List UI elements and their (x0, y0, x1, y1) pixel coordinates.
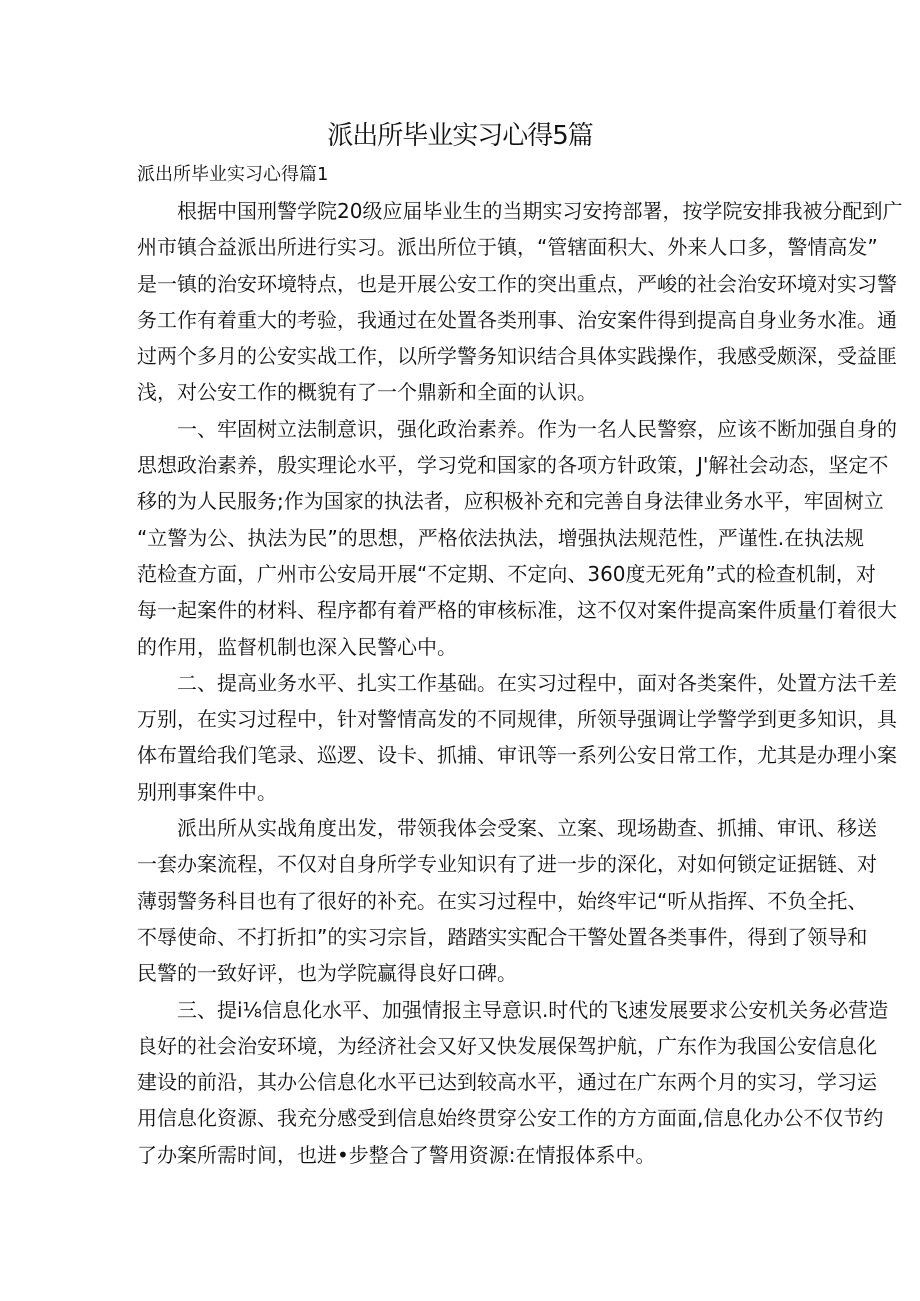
text-line: 民警的一致好评，也为学院赢得良好口碑。 (137, 961, 517, 986)
paragraph (137, 992, 889, 1173)
text-line: 三、提i⅛信息化水平、加强情报主导意识.时代的飞速发展要求公安机关务必营造 (177, 997, 889, 1022)
text-line: 思想政治素养，殷实理论水平，学习党和国家的各项方针政策，J'解社会动态，坚定不 (137, 453, 889, 478)
text-line: “立警为公、执法为民”的思想，严格依法执法，增强执法规范性，严谨性.在执法规 (137, 525, 865, 550)
text-line: 根据中国刑警学院20级应届毕业生的当期实习安挎部署，按学院安排我被分配到广 (177, 199, 903, 223)
text-line: 过两个多月的公安实战工作，以所学警务知识结合具体实践操作，我感受颇深，受益匪 (137, 344, 897, 369)
text-line: 了办案所需时间，也进•步整合了警用资源:在情报体系中。 (137, 1142, 656, 1167)
text-line: 派出所从实战角度出发，带领我体会受案、立案、现场勘查、抓捕、审讯、移送 (177, 816, 877, 841)
text-line: 移的为人民服务;作为国家的执法者，应积极补充和完善自身法律业务水平，牢固树立 (137, 489, 884, 514)
text-line: 薄弱警务科目也有了很好的补充。在实习过程中，始终牢记“听从指挥、不负全托、 (137, 888, 868, 913)
text-line: 不辱使命、不打折扣”的实习宗旨，踏踏实实配合干警处置各类事件，得到了领导和 (137, 924, 868, 949)
text-line: 体布置给我们笔录、巡逻、设卡、抓捕、审讯等一系列公安日常工作，尤其是办理小案 (137, 743, 897, 768)
text-line: 万别，在实习过程中，针对警情高发的不同规律，所领导强调让学警学到更多知识，具 (137, 707, 897, 732)
text-line: 务工作有着重大的考验，我通过在处置各类刑事、治安案件得到提高自身业务水准。通 (137, 307, 897, 332)
text-line: 每一起案件的材料、程序都有着严格的审核标准，这不仅对案件提高案件质量仃着很大 (137, 598, 897, 623)
document-body (137, 193, 903, 1173)
text-line: 用信息化资源、我充分感受到信息始终贯穿公安工作的方方面面,信息化办公不仅节约 (137, 1106, 884, 1131)
text-line: 是一镇的治安环境特点，也是开展公安工作的突出重点，严峻的社会治安环境对实习警 (137, 271, 897, 296)
paragraph (137, 665, 897, 810)
text-line: 州市镇合益派出所进行实习。派出所位于镇，“管辖面积大、外来人口多，警情高发” (137, 235, 878, 260)
document-title: 派出所毕业实习心得5篇 (327, 121, 593, 151)
text-line: 良好的社会治安环境，为经济社会又好又快发展保驾护航，广东作为我国公安信息化 (137, 1033, 877, 1058)
text-line: 二、提高业务水平、扎实工作基础。在实习过程中，面对各类案件，处置方法千差 (177, 670, 897, 695)
section-heading: 派出所毕业实习心得篇1 (137, 164, 329, 185)
text-line: 范检查方面，广州市公安局开展“不定期、不定向、360度无死角”式的检查机制，对 (137, 561, 876, 586)
text-line: 一套办案流程，不仅对自身所学专业知识有了进一步的深化，对如何锁定证据链、对 (137, 852, 877, 877)
text-line: 的作用，监督机制也深入民警心中。 (137, 634, 457, 659)
paragraph (137, 810, 877, 991)
paragraph (137, 411, 897, 665)
text-line: 别刑事案件中。 (137, 779, 277, 804)
text-line: 建设的前沿，其办公信息化水平已达到较高水平，通过在广东两个月的实习，学习运 (137, 1070, 877, 1095)
paragraph (137, 193, 903, 411)
text-line: 浅，对公安工作的概貌有了一个鼎新和全面的认识。 (137, 380, 597, 405)
text-line: 一、牢固树立法制意识，强化政治素养。作为一名人民警察，应该不断加强自身的 (177, 416, 897, 441)
